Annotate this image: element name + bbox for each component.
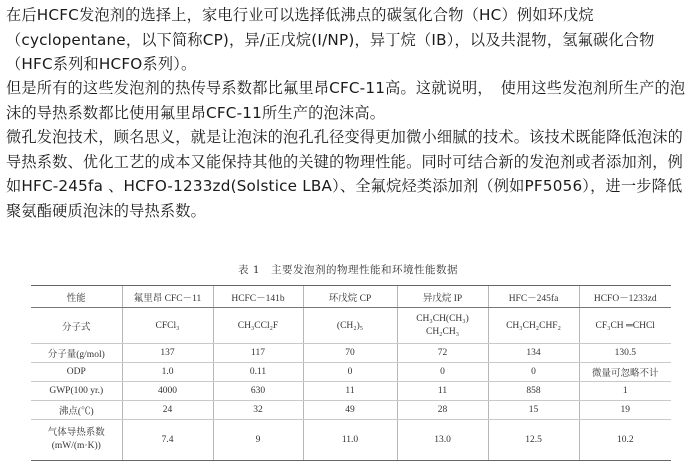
table-cell: 137 xyxy=(122,344,213,363)
table-cell: 134 xyxy=(488,344,579,363)
row-label: ODP xyxy=(31,363,122,382)
table-cell: 117 xyxy=(213,344,303,363)
paragraph-hc-blowing-agents: 在后HCFC发泡剂的选择上，家电行业可以选择低沸点的碳氢化合物（HC）例如环戊烷（cyclopentane，以下简称CP)，异/正戊烷(I/NP)，异丁烷（IB），以及共混物，氢氟碳化合物（HFC系列和HCFO系列）。 xyxy=(6,6,655,73)
table-cell: (CH₂)₅ xyxy=(303,308,397,344)
row-label: GWP(100 yr.) xyxy=(31,382,122,401)
table-cell: 32 xyxy=(213,401,303,420)
table-row xyxy=(31,308,671,344)
paragraph-thermal-conductivity: 但是所有的这些发泡剂的热传导系数都比氟里昂CFC-11高。这就说明， 使用这些发泡剂所生产的泡沫的导热系数都比使用氟里昂CFC-11所生产的泡沫高。 xyxy=(6,79,686,122)
table-cell: 微量可忽略不计 xyxy=(579,363,671,382)
table-cell: 1 xyxy=(579,382,671,401)
table-caption: 表 1 主要发泡剂的物理性能和环境性能数据 xyxy=(237,264,459,276)
table-row xyxy=(31,401,671,420)
table-cell: 9 xyxy=(213,420,303,461)
paragraph-microcell-foaming: 微孔发泡技术，顾名思义，就是让泡沫的泡孔孔径变得更加微小细腻的技术。该技术既能降低泡沫的导热系数、优化工艺的成本又能保持其他的关键的物理性能。同时可结合新的发泡剂或者添加剂，例如HFC-245fa 、HCFO-1233zd(Solstice LBA）、全氟烷烃类添加剂（例如PF5056），进一步降低聚氨酯硬质泡沫的导热系数。 xyxy=(6,128,684,220)
table-cell: 49 xyxy=(303,401,397,420)
blowing-agent-properties-table xyxy=(31,285,671,461)
table-row xyxy=(31,420,671,461)
table-cell: 12.5 xyxy=(488,420,579,461)
table-cell: 130.5 xyxy=(579,344,671,363)
table-cell: 0 xyxy=(488,363,579,382)
column-header: HCFO－1233zd xyxy=(579,286,671,308)
column-header: 环戊烷 CP xyxy=(303,286,397,308)
table-cell: 11.0 xyxy=(303,420,397,461)
table-cell: 0 xyxy=(303,363,397,382)
column-header: 性能 xyxy=(31,286,122,308)
table-cell: CH₃CH₂CHF₂ xyxy=(488,308,579,344)
table-cell: 10.2 xyxy=(579,420,671,461)
table-cell: 28 xyxy=(397,401,488,420)
table-cell: 1.0 xyxy=(122,363,213,382)
table-cell: 7.4 xyxy=(122,420,213,461)
column-header: HCFC－141b xyxy=(213,286,303,308)
row-label: 分子式 xyxy=(31,308,122,344)
table-cell: 630 xyxy=(213,382,303,401)
table-cell: 0 xyxy=(397,363,488,382)
table-row xyxy=(31,344,671,363)
table-cell: 11 xyxy=(397,382,488,401)
table-cell: 0.11 xyxy=(213,363,303,382)
table-cell: 19 xyxy=(579,401,671,420)
column-header: HFC－245fa xyxy=(488,286,579,308)
table-cell: 4000 xyxy=(122,382,213,401)
table-cell: 13.0 xyxy=(397,420,488,461)
table-cell: 858 xyxy=(488,382,579,401)
table-cell: CFCl₃ xyxy=(122,308,213,344)
table-header-row xyxy=(31,286,671,308)
table-cell: 24 xyxy=(122,401,213,420)
table-row xyxy=(31,382,671,401)
table-cell: 72 xyxy=(397,344,488,363)
column-header: 异戊烷 IP xyxy=(397,286,488,308)
table-cell: 15 xyxy=(488,401,579,420)
row-label: 沸点(℃) xyxy=(31,401,122,420)
row-label: 气体导热系数 (mW/(m·K)) xyxy=(31,420,122,461)
row-label: 分子量(g/mol) xyxy=(31,344,122,363)
table-cell: CH₃CH(CH₃) CH₂CH₃ xyxy=(397,308,488,344)
table-cell: CH₃CCl₂F xyxy=(213,308,303,344)
table-cell: CF₃CH ═CHCl xyxy=(579,308,671,344)
table-row xyxy=(31,363,671,382)
column-header: 氟里昂 CFC－11 xyxy=(122,286,213,308)
table-cell: 70 xyxy=(303,344,397,363)
table-cell: 11 xyxy=(303,382,397,401)
